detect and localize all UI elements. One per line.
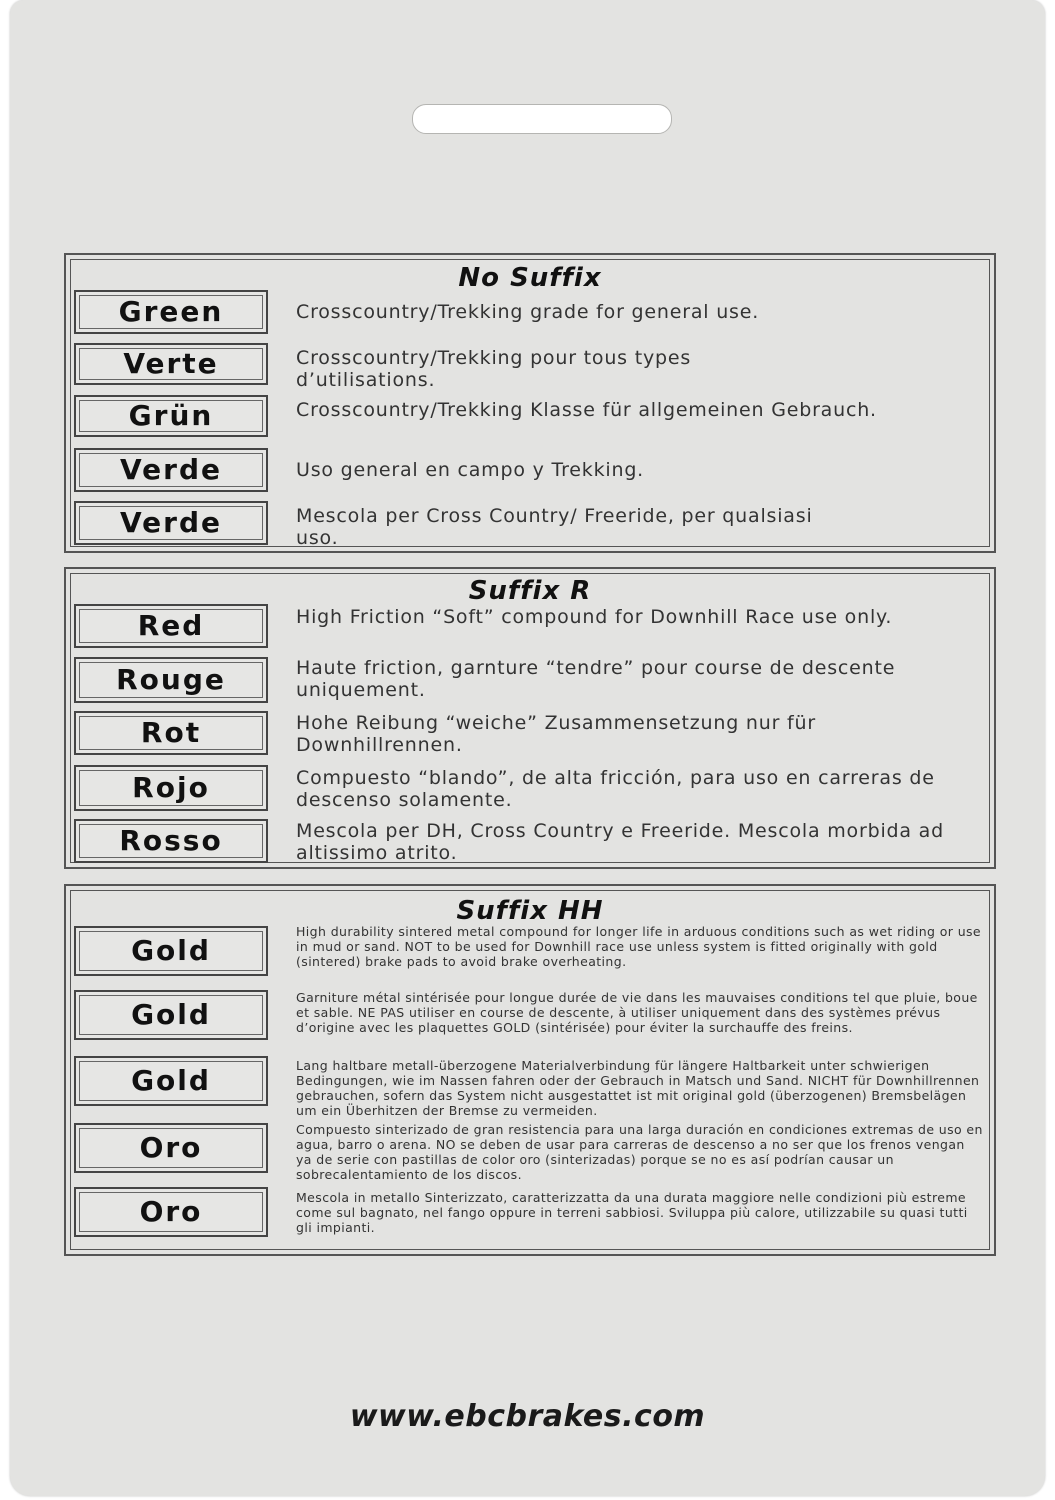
compound-label: Gold [74, 926, 268, 976]
section-title: Suffix R [468, 576, 592, 606]
compound-label: Rojo [74, 765, 268, 811]
compound-description: Lang haltbare metall-überzogene Materialverbindung für längere Haltbarkeit unter schwierigen Bedingungen, wie im Nassen fahren oder der Gebrauch in Matsch und Sand. NICHT für Downhillrennen gebrauchen, sofern das System nicht ausgestattet ist mit original gold (überzogenen) Bremsbelägen um ein Überhitzen der Bremse zu vermeiden. [296, 1058, 980, 1118]
compound-description: Crosscountry/Trekking grade for general use. [296, 301, 760, 323]
compound-description: Garniture métal sintérisée pour longue durée de vie dans les mauvaises conditions tel que pluie, boue et sable. NE PAS utiliser en course de descente, à utiliser uniquement dans des systèmes prévus d’origine avec les plaquettes GOLD (sintérisée) pour éviter la surchauffe des freins. [296, 990, 978, 1035]
compound-label: Green [74, 290, 268, 334]
section-title: No Suffix [458, 263, 602, 293]
section-suffix-r [64, 567, 996, 869]
compound-label: Grün [74, 395, 268, 437]
compound-description: Mescola per DH, Cross Country e Freeride. Mescola morbida ad altissimo atrito. [296, 820, 944, 864]
compound-description: Mescola in metallo Sinterizzato, caratterizzatta da una durata maggiore nelle condizioni più estreme come sul bagnato, nel fango oppure in terreni sabbiosi. Sviluppa più calore, utilizzabile su quasi tutti gli impianti. [296, 1190, 968, 1235]
compound-description: Uso general en campo y Trekking. [296, 459, 645, 481]
compound-description: High Friction “Soft” compound for Downhill Race use only. [296, 606, 893, 628]
section-no-suffix [64, 253, 996, 553]
website-url: www.ebcbrakes.com [349, 1399, 706, 1434]
compound-description: Compuesto “blando”, de alta fricción, para uso en carreras de descenso solamente. [296, 767, 935, 811]
compound-description: Haute friction, garnture “tendre” pour course de descente uniquement. [296, 657, 896, 701]
hang-slot [412, 104, 672, 134]
compound-label: Oro [74, 1187, 268, 1237]
compound-label: Gold [74, 990, 268, 1040]
compound-description: Crosscountry/Trekking pour tous types d’utilisations. [296, 347, 692, 391]
compound-label: Gold [74, 1056, 268, 1106]
compound-label: Red [74, 604, 268, 648]
compound-label: Verde [74, 448, 268, 492]
compound-label: Rot [74, 711, 268, 755]
compound-description: Crosscountry/Trekking Klasse für allgemeinen Gebrauch. [296, 399, 877, 421]
compound-label: Oro [74, 1123, 268, 1173]
compound-description: Compuesto sinterizado de gran resistencia para una larga duración en condiciones extremas de uso en agua, barro o arena. NO se deben de usar para carreras de descenso a no ser que los frenos vengan ya de serie con pastillas de color oro (sinterizadas) porque se no es así podrían causar un sobrecalentamiento de los discos. [296, 1122, 983, 1182]
compound-label: Rouge [74, 657, 268, 703]
compound-description: Hohe Reibung “weiche” Zusammensetzung nur für Downhillrennen. [296, 712, 816, 756]
compound-label: Verte [74, 343, 268, 385]
section-suffix-hh [64, 884, 996, 1256]
compound-description: Mescola per Cross Country/ Freeride, per qualsiasi uso. [296, 505, 813, 549]
compound-label: Rosso [74, 819, 268, 863]
compound-description: High durability sintered metal compound for longer life in arduous conditions such as wet riding or use in mud or sand. NOT to be used for Downhill race use unless system is fitted originally with gold (sintered) brake pads to avoid brake overheating. [296, 924, 982, 969]
section-title: Suffix HH [456, 896, 604, 926]
compound-label: Verde [74, 501, 268, 545]
